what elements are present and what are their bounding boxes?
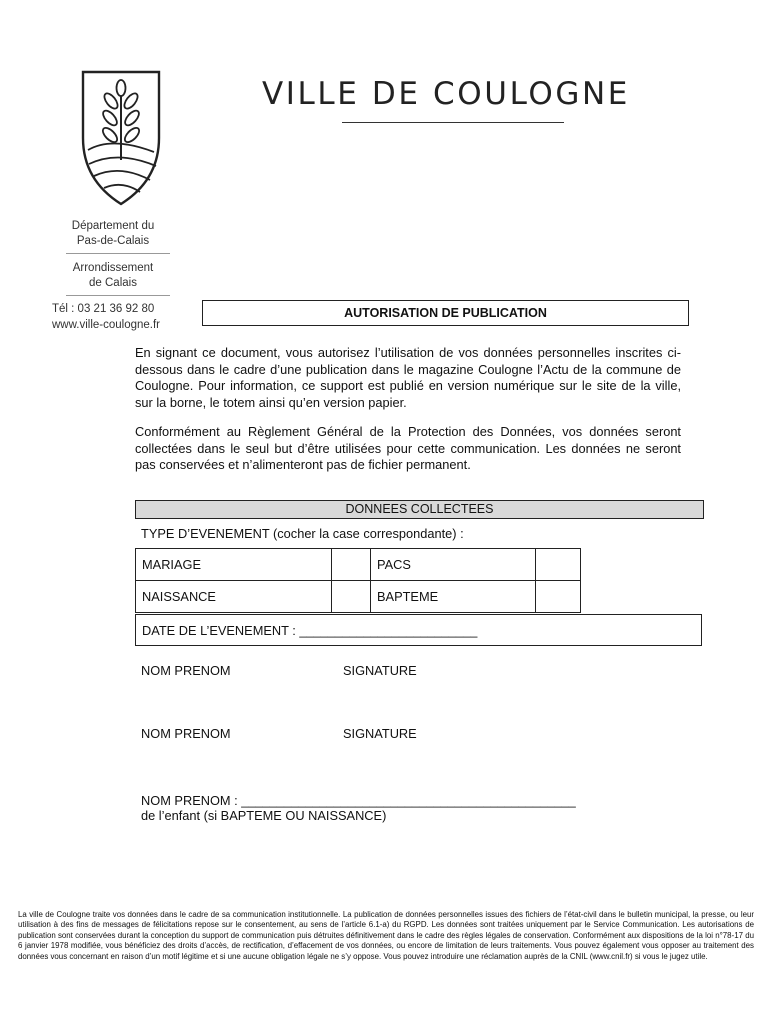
coat-of-arms-logo (80, 68, 162, 208)
legal-notice: La ville de Coulogne traite vos données dans le cadre de sa communication institutionnelle. La publication de données personnelles issues des fichiers de l’état-civil dans le bulletin municipal, la presse, ou leur utilisation à des fins de messages de félicitations repose sur le consentement, au sens de l’article 6.1-a) du RGPD. Les données sont traitées uniquement par le Service Communication. Les autorisations de publication sont conservées durant la conception du support de communication puis détruites définitivement dans le cadre des règles légales de conservation. Conformément aux dispositions de la loi n°78-17 du 6 janvier 1978 modifiée, vous bénéficiez des droits d’accès, de rectification, d’effacement de vos données, ou encore de limitation de leurs traitements. Vous pouvez également vous opposer au traitement des données vous concernant en raison d’un motif légitime et si une aucune obligation légale ne s’y oppose. Vous pouvez introduire une réclamation auprès de la CNIL (www.cnil.fr) si vous le jugez utile. (18, 910, 754, 961)
table-row (136, 549, 581, 581)
table-row (136, 581, 581, 613)
divider (66, 295, 170, 296)
phone-number: Tél : 03 21 36 92 80 (52, 303, 155, 315)
divider (66, 253, 170, 254)
arrondissement-label (50, 261, 176, 291)
signature-label: SIGNATURE (343, 663, 417, 678)
event-label-pacs: PACS (371, 549, 536, 581)
checkbox-pacs[interactable] (536, 549, 581, 581)
gdpr-paragraph: Conformément au Règlement Général de la Protection des Données, vos données seront collectées dans le seul but d’être utilisées pour cette communication. Les données ne seront pas conservées et n’alimenteront pas de fichier permanent. (135, 424, 681, 472)
child-name-note: de l’enfant (si BAPTEME OU NAISSANCE) (141, 808, 387, 823)
city-title: VILLE DE COULOGNE (262, 76, 630, 112)
child-name-field[interactable]: NOM PRENOM : _______________________________________________ (141, 793, 576, 808)
title-underline (342, 122, 564, 123)
signature-label: SIGNATURE (343, 726, 417, 741)
checkbox-mariage[interactable] (332, 549, 371, 581)
event-date-field[interactable]: DATE DE L’EVENEMENT : _________________________ (135, 614, 702, 646)
section-title: DONNEES COLLECTEES (135, 500, 704, 519)
name-label: NOM PRENOM (141, 663, 231, 678)
checkbox-bapteme[interactable] (536, 581, 581, 613)
event-label-mariage: MARIAGE (136, 549, 332, 581)
arrondissement-line-2: de Calais (89, 277, 137, 289)
event-type-table (135, 548, 581, 613)
name-label: NOM PRENOM (141, 726, 231, 741)
website-link[interactable]: www.ville-coulogne.fr (52, 319, 161, 331)
document-title: AUTORISATION DE PUBLICATION (202, 300, 689, 326)
department-label (50, 219, 176, 249)
event-type-label: TYPE D’EVENEMENT (cocher la case correspondante) : (141, 526, 464, 541)
event-label-bapteme: BAPTEME (371, 581, 536, 613)
event-label-naissance: NAISSANCE (136, 581, 332, 613)
department-line-1: Département du (71, 220, 155, 232)
consent-paragraph: En signant ce document, vous autorisez l’utilisation de vos données personnelles inscrites ci-dessous dans le cadre d’une publication dans le magazine Coulogne l’Actu de la commune de Coulogne. Pour information, ce support est publié en version numérique sur le site de la ville, sur la borne, le totem ainsi qu’en version papier. (135, 345, 681, 410)
arrondissement-line-1: Arrondissement (72, 262, 154, 274)
checkbox-naissance[interactable] (332, 581, 371, 613)
department-line-2: Pas-de-Calais (76, 235, 150, 247)
